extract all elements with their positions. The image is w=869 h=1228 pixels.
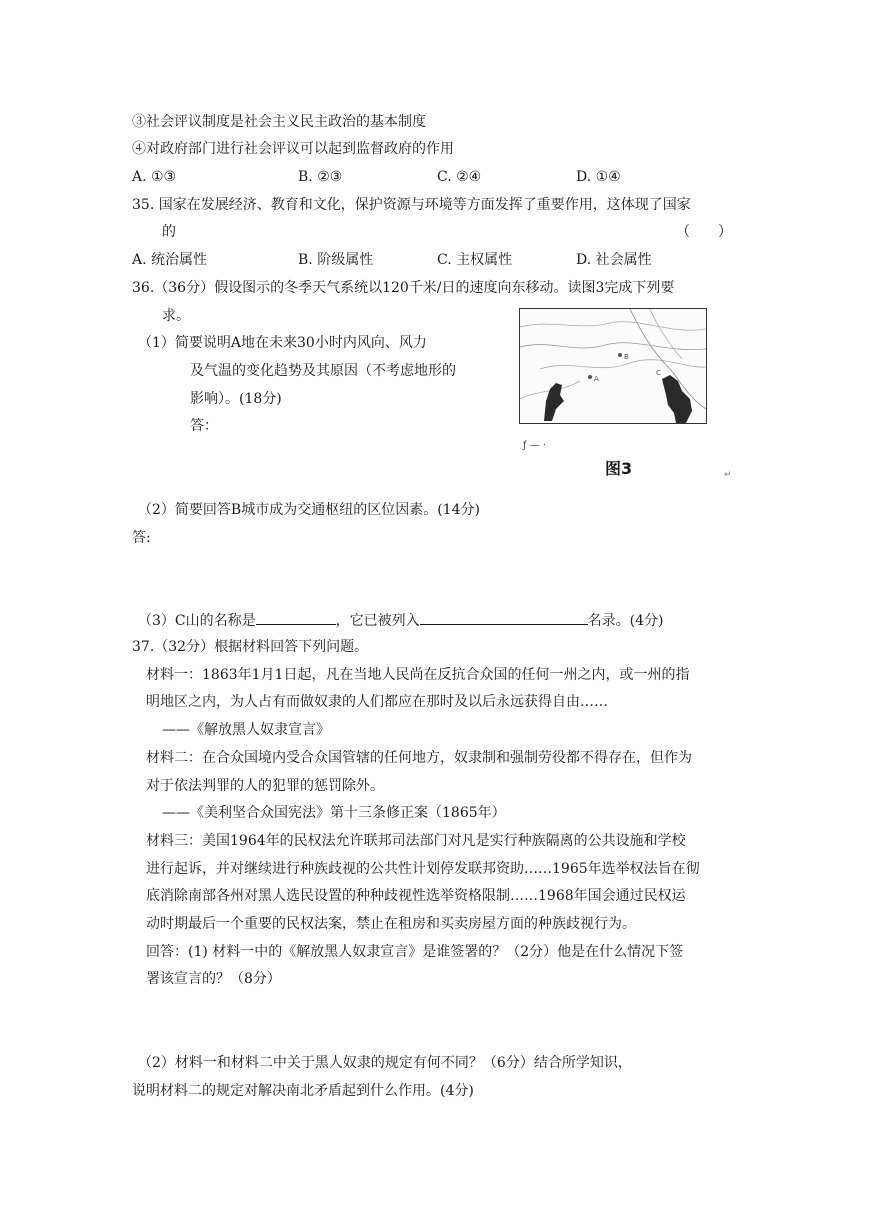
weather-map-drawing <box>520 309 706 423</box>
q35-answer-paren: （ ） <box>676 224 732 240</box>
q36-stem-cont: 求。 <box>162 308 190 324</box>
map-label-c: C <box>656 369 661 377</box>
material-3-cont: 进行起诉，并对继续进行种族歧视的公共性计划停发联邦资助……1965年选举权法旨在彻 <box>146 861 700 877</box>
weather-map <box>519 308 707 424</box>
q35-option-a: A. 统治属性 <box>132 252 208 268</box>
q36-part3-prefix: （3）C山的名称是 <box>138 613 256 629</box>
c-mountain-name-blank[interactable] <box>256 610 336 625</box>
material-2-cont: 对于依法判罪的人的犯罪的惩罚除外。 <box>146 778 384 794</box>
list-name-blank[interactable] <box>420 610 588 625</box>
q35-stem: 35. 国家在发展经济、教育和文化，保护资源与环境等方面发挥了重要作用，这体现了国家 <box>132 197 691 213</box>
q37-answer-2: （2）材料一和材料二中关于黑人奴隶的规定有何不同？（6分）结合所学知识， <box>138 1055 632 1071</box>
q37-answer-2-cont: 说明材料二的规定对解决南北矛盾起到什么作用。(4分) <box>132 1083 474 1099</box>
q36-part3-suffix: 名录。(4分) <box>587 613 664 629</box>
material-3-cont3: 动时期最后一个重要的民权法案，禁止在租房和买卖房屋方面的种族歧视行为。 <box>146 916 636 932</box>
material-2: 材料二：在合众国境内受合众国管辖的任何地方，奴隶制和强制劳役都不得存在，但作为 <box>146 750 692 766</box>
q34-option-c: C. ②④ <box>437 169 482 185</box>
figure-3 <box>519 308 737 480</box>
q34-option-b: B. ②③ <box>298 169 343 185</box>
q35-option-d: D. 社会属性 <box>576 252 652 268</box>
q36-part3 <box>138 610 663 631</box>
q34-option-d: D. ①④ <box>576 169 621 185</box>
material-1-source: ——《解放黑人奴隶宣言》 <box>162 722 330 738</box>
map-scale: ƒ — · <box>523 440 547 451</box>
q37-stem: 37.（32分）根据材料回答下列问题。 <box>132 639 369 655</box>
map-label-b: B <box>624 353 629 361</box>
figure-caption: 图3 <box>605 459 633 478</box>
q36-part1-cont2: 影响）。(18分) <box>190 391 282 407</box>
q36-part3-middle: ，它已被列入 <box>335 613 420 629</box>
statement-3: ③社会评议制度是社会主义民主政治的基本制度 <box>132 114 426 130</box>
material-1: 材料一：1863年1月1日起，凡在当地人民尚在反抗合众国的任何一州之内，或一州的指 <box>146 667 690 683</box>
q35-option-b: B. 阶级属性 <box>298 252 374 268</box>
q37-answer-1: 回答：(1) 材料一中的《解放黑人奴隶宣言》是谁签署的？（2分）他是在什么情况下签 <box>146 944 684 960</box>
q36-part2: （2）简要回答B城市成为交通枢纽的区位因素。(14分) <box>138 502 480 518</box>
q36-part2-answer: 答: <box>132 530 151 546</box>
q36-part1: （1）简要说明A地在未来30小时内风向、风力 <box>138 335 427 351</box>
q36-stem: 36.（36分）假设图示的冬季天气系统以120千米/日的速度向东移动。读图3完成下列要 <box>132 280 675 296</box>
q37-answer-1-cont: 署该宣言的？（8分） <box>146 971 281 987</box>
q35-stem-cont: 的 <box>162 224 176 240</box>
material-1-cont: 明地区之内，为人占有而做奴隶的人们都应在那时及以后永远获得自由…… <box>146 694 608 710</box>
q35-option-c: C. 主权属性 <box>437 252 513 268</box>
q34-option-a: A. ①③ <box>132 169 177 185</box>
q36-part1-answer: 答： <box>190 418 218 434</box>
q36-part1-cont: 及气温的变化趋势及其原因（不考虑地形的 <box>190 363 456 379</box>
material-3: 材料三：美国1964年的民权法允许联邦司法部门对凡是实行种族隔离的公共设施和学校 <box>146 833 686 849</box>
material-2-source: ——《美利坚合众国宪法》第十三条修正案（1865年） <box>162 805 506 821</box>
material-3-cont2: 底消除南部各州对黑人选民设置的种种歧视性选举资格限制……1968年国会通过民权运 <box>146 888 686 904</box>
statement-4: ④对政府部门进行社会评议可以起到监督政府的作用 <box>132 141 454 157</box>
return-mark: ↵ <box>724 470 732 480</box>
map-label-a: A <box>594 375 599 383</box>
